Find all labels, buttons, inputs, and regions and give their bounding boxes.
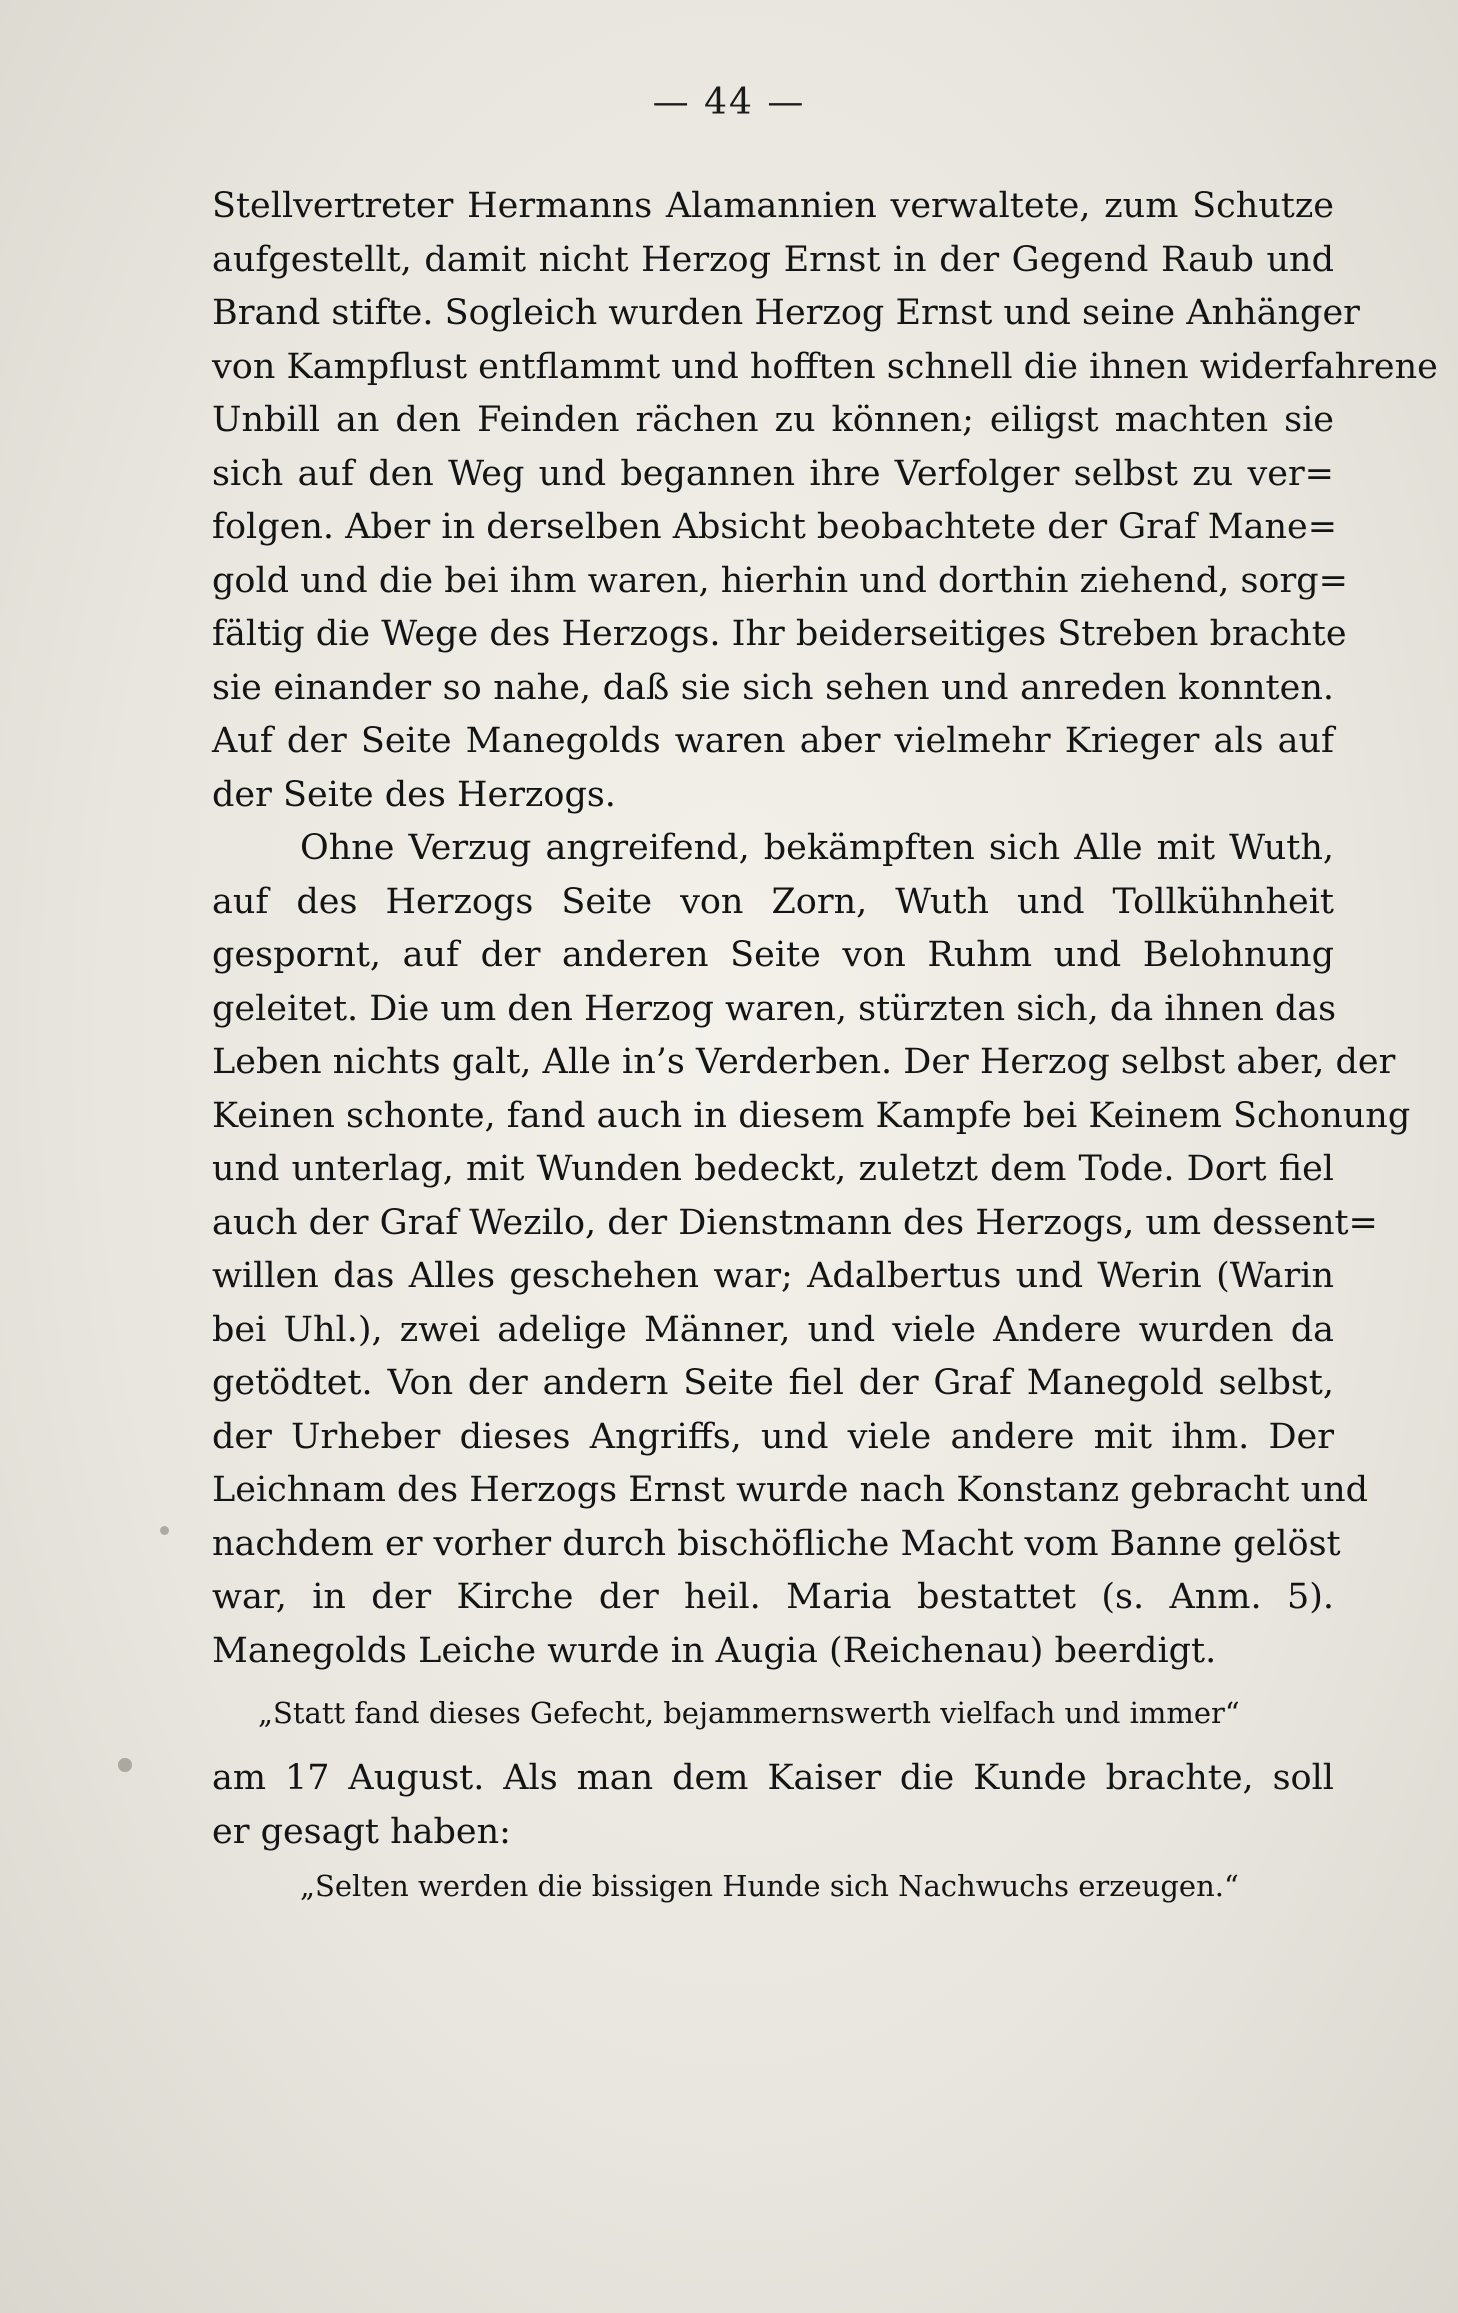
text-line: auch der Graf Wezilo, der Dienstmann des Herzogs, um dessent=	[212, 1202, 1378, 1243]
text-line: von Kampflust entflammt und hofften schnell die ihnen widerfahrene	[212, 346, 1438, 387]
text-line: am 17 August. Als man dem Kaiser die Kunde brachte, soll	[212, 1758, 1334, 1798]
text-line: bei Uhl.), zwei adelige Männer, und viele Andere wurden da	[212, 1309, 1334, 1350]
text-line: auf des Herzogs Seite von Zorn, Wuth und Tollkühnheit	[212, 881, 1334, 922]
paragraph-3	[212, 1752, 1334, 1859]
verse-quote-2: „Selten werden die bissigen Hunde sich Nachwuchs erzeugen.“	[300, 1869, 1239, 1903]
ink-spot	[118, 1758, 132, 1772]
text-line: geleitet. Die um den Herzog waren, stürzten sich, da ihnen das	[212, 988, 1337, 1029]
text-line: er gesagt haben:	[212, 1811, 511, 1852]
text-line: der Urheber dieses Angriffs, und viele andere mit ihm. Der	[212, 1416, 1334, 1457]
text-line: folgen. Aber in derselben Absicht beobachtete der Graf Mane=	[212, 507, 1338, 547]
text-line: Leben nichts galt, Alle in’s Verderben. Der Herzog selbst aber, der	[212, 1042, 1396, 1082]
ink-spot	[160, 1526, 169, 1535]
text-line: willen das Alles geschehen war; Adalbertus und Werin (Warin	[212, 1256, 1334, 1296]
main-text	[212, 180, 1438, 1678]
text-line: sich auf den Weg und begannen ihre Verfolger selbst zu ver=	[212, 453, 1334, 494]
text-line: Ohne Verzug angreifend, bekämpften sich Alle mit Wuth,	[300, 828, 1334, 868]
text-line: Auf der Seite Manegolds waren aber vielmehr Krieger als auf	[212, 721, 1334, 761]
text-line: nachdem er vorher durch bischöfliche Macht vom Banne gelöst	[212, 1523, 1341, 1564]
text-line: gold und die bei ihm waren, hierhin und dorthin ziehend, sorg=	[212, 560, 1348, 601]
paragraph-2	[212, 822, 1411, 1678]
page-number: — 44 —	[652, 82, 806, 123]
text-line: und unterlag, mit Wunden bedeckt, zuletzt dem Tode. Dort fiel	[212, 1149, 1334, 1189]
text-line: sie einander so nahe, daß sie sich sehen und anreden konnten.	[212, 667, 1334, 708]
text-line: Brand stifte. Sogleich wurden Herzog Ernst und seine Anhänger	[212, 293, 1360, 333]
text-line: Leichnam des Herzogs Ernst wurde nach Konstanz gebracht und	[212, 1470, 1369, 1510]
text-line: Manegolds Leiche wurde in Augia (Reichenau) beerdigt.	[212, 1630, 1217, 1671]
verse-quote-1: „Statt fand dieses Gefecht, bejammernswerth vielfach und immer“	[258, 1696, 1240, 1730]
text-line: Stellvertreter Hermanns Alamannien verwaltete, zum Schutze	[212, 186, 1334, 226]
text-line: getödtet. Von der andern Seite fiel der Graf Manegold selbst,	[212, 1363, 1334, 1403]
text-line: war, in der Kirche der heil. Maria bestattet (s. Anm. 5).	[212, 1577, 1334, 1617]
text-line: fältig die Wege des Herzogs. Ihr beiderseitiges Streben brachte	[212, 614, 1347, 654]
text-line: aufgestellt, damit nicht Herzog Ernst in der Gegend Raub und	[212, 239, 1334, 280]
text-line: Keinen schonte, fand auch in diesem Kampfe bei Keinem Schonung	[212, 1095, 1411, 1136]
text-line: gespornt, auf der anderen Seite von Ruhm und Belohnung	[212, 935, 1334, 975]
text-line: Unbill an den Feinden rächen zu können; eiligst machten sie	[212, 400, 1334, 440]
text-line: der Seite des Herzogs.	[212, 774, 616, 815]
paragraph-1	[212, 180, 1438, 822]
